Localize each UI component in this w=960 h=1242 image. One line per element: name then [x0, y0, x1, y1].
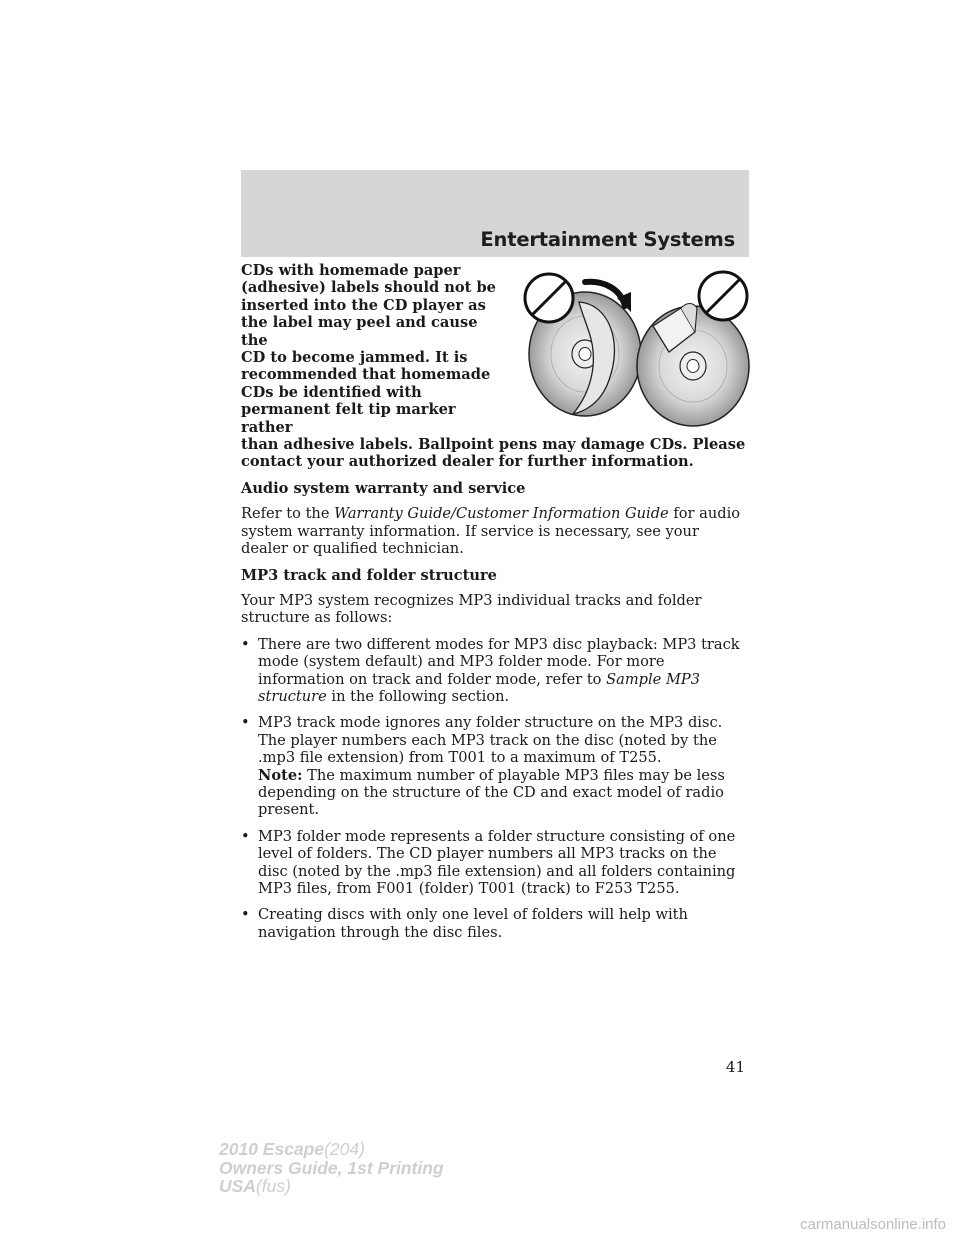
no-adhesive-label-cd-illustration [513, 262, 757, 434]
list-item: • There are two different modes for MP3 disc playback: MP3 track mode (system default) and MP3 folder mode. For more information on track and folder mode, refer to Sample MP3 structure in the following section. [241, 635, 740, 705]
page-content [241, 262, 749, 950]
footer-line-edition: Owners Guide, 1st Printing [219, 1157, 444, 1178]
mp3-structure-heading: MP3 track and folder structure [241, 566, 497, 584]
list-item: • MP3 track mode ignores any folder structure on the MP3 disc. The player numbers each MP3 track on the disc (noted by the .mp3 file extension) from T001 to a maximum of T255. Note: The maximum number of playable MP3 files may be less depending on the structure of the CD and exact model of radio present. [241, 714, 725, 819]
list-item: • MP3 folder mode represents a folder structure consisting of one level of folders. The CD player numbers all MP3 tracks on the disc (noted by the .mp3 file extension) and all folders containing MP3 files, from F001 (folder) T001 (track) to F253 T255. [241, 827, 736, 897]
bullet-icon: • [241, 827, 250, 845]
page-number: 41 [725, 1058, 745, 1076]
warranty-guide-reference: Warranty Guide/Customer Information Guide [334, 505, 669, 523]
warning-text: CDs with homemade paper (adhesive) labels should not be inserted into the CD player as the label may peel and cause the CD to become jammed. It is recommended that homemade CDs be identified with permanent felt tip marker rather than adhesive labels. Ballpoint pens may damage CDs. Please contact your authorized dealer for further information. [241, 262, 746, 471]
footer-line-market: USA(fus) [219, 1176, 291, 1196]
bullet-icon: • [241, 635, 250, 653]
footer-line-model: 2010 Escape(204) [219, 1139, 365, 1159]
warranty-heading: Audio system warranty and service [241, 479, 526, 497]
note-label: Note: [258, 766, 303, 784]
mp3-bullet-list [241, 636, 749, 942]
warranty-paragraph: Refer to the Warranty Guide/Customer Information Guide for audio system warranty information. If service is necessary, see your dealer or qualified technician. [241, 505, 741, 558]
cd-with-folded-label-icon [637, 304, 749, 427]
section-header-band [241, 170, 749, 257]
source-watermark: carmanualsonline.info [800, 1216, 946, 1233]
print-footer [219, 1140, 444, 1196]
prohibited-icon [525, 274, 573, 322]
prohibited-icon [699, 272, 747, 320]
bullet-icon: • [241, 906, 250, 924]
mp3-intro-paragraph: Your MP3 system recognizes MP3 individual tracks and folder structure as follows: [241, 591, 702, 627]
sample-structure-reference: Sample MP3 structure [258, 670, 700, 705]
bullet-icon: • [241, 714, 250, 732]
section-title: Entertainment Systems [480, 228, 735, 251]
cd-label-warning [241, 262, 749, 471]
list-item: • Creating discs with only one level of folders will help with navigation through the disc files. [241, 906, 688, 941]
